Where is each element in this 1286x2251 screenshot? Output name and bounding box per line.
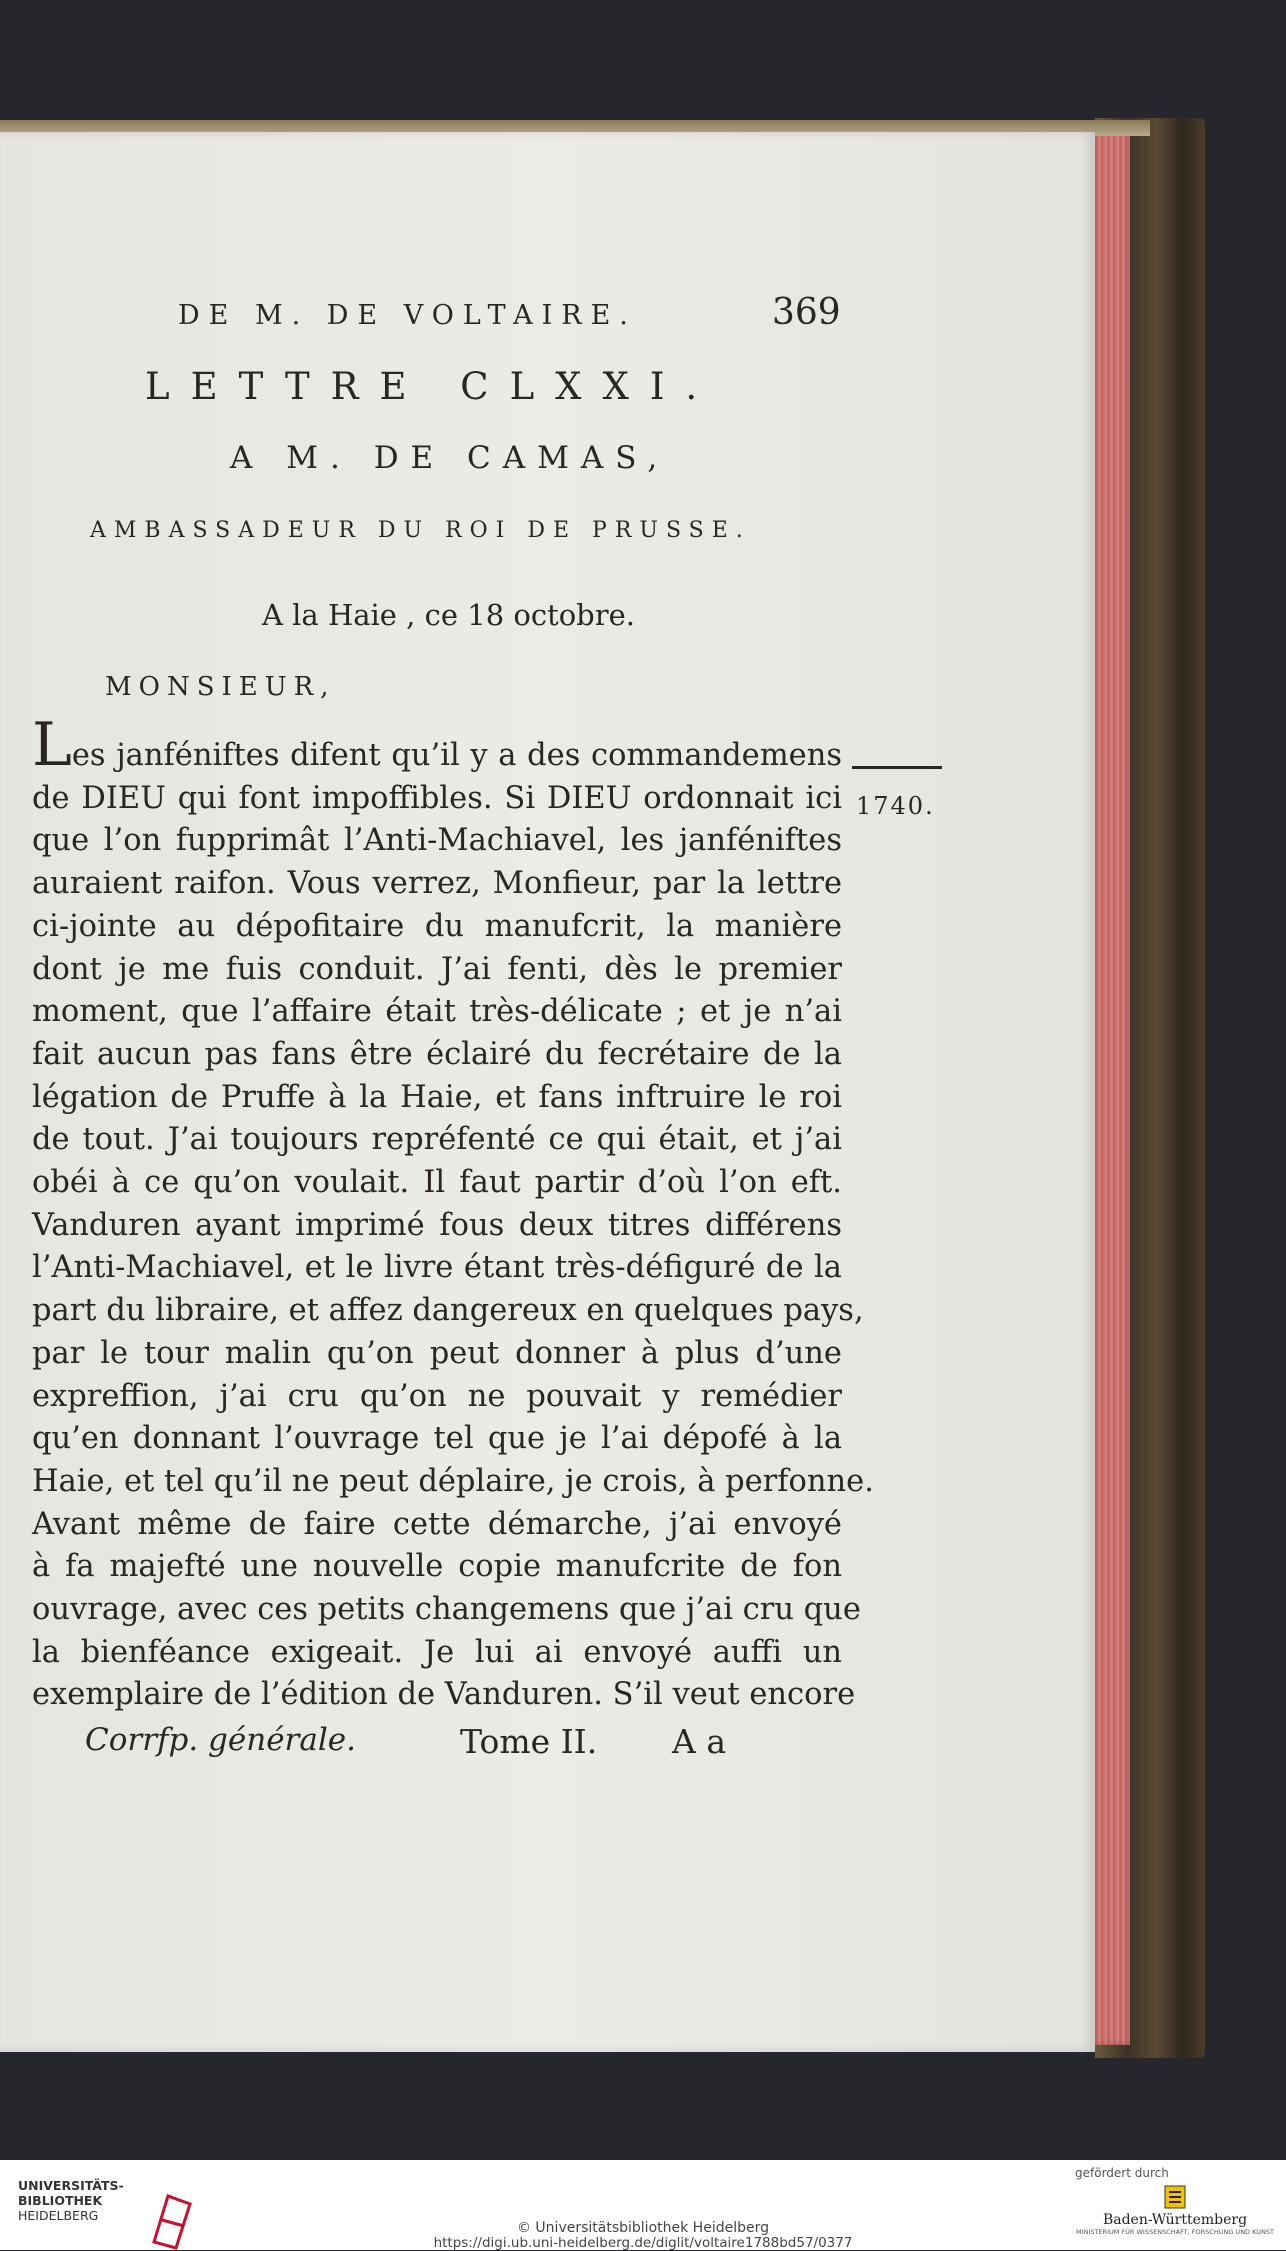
- body-line: Vanduren ayant imprimé fous deux titres différens: [32, 1207, 842, 1243]
- library-name-line: BIBLIOTHEK: [18, 2193, 103, 2208]
- signature-volume: Tome II.: [460, 1722, 598, 1761]
- library-logo[interactable]: [18, 2178, 198, 2223]
- body-line: l’Anti-Machiavel, et le livre étant très-défiguré de la: [32, 1250, 842, 1286]
- body-line: part du libraire, et affez dangereux en quelques pays,: [32, 1293, 864, 1329]
- body-line: Avant même de faire cette démarche, j’ai envoyé: [32, 1506, 842, 1542]
- state-logo[interactable]: [1075, 2184, 1275, 2236]
- page-number: 369: [772, 292, 841, 333]
- signature-left: Corrfp. générale.: [85, 1722, 356, 1758]
- salutation: MONSIEUR,: [105, 672, 336, 702]
- body-line: de DIEU qui font impoffibles. Si DIEU ordonnait ici: [32, 780, 842, 816]
- body-line: auraient raifon. Vous verrez, Monfieur, par la lettre: [32, 866, 842, 902]
- body-line: Les janféniftes difent qu’il y a des commandemens: [32, 710, 842, 780]
- library-name-line: HEIDELBERG: [18, 2208, 99, 2223]
- addressee: A M. DE CAMAS,: [230, 440, 670, 476]
- body-line: de tout. J’ai toujours repréfenté ce qui était, et j’ai: [32, 1122, 842, 1158]
- margin-rule: [852, 766, 942, 769]
- copyright-notice: © Universitätsbibliothek Heidelberg: [516, 2220, 769, 2236]
- permalink-url[interactable]: https://digi.ub.uni-heidelberg.de/diglit/voltaire1788bd57/0377: [433, 2235, 853, 2251]
- addressee-role: AMBASSADEUR DU ROI DE PRUSSE.: [90, 518, 751, 543]
- body-line: dont je me fuis conduit. J’ai fenti, dès le premier: [32, 951, 842, 987]
- body-line: exemplaire de l’édition de Vanduren. S’il veut encore: [32, 1677, 856, 1713]
- body-line: légation de Pruffe à la Haie, et fans inftruire le roi: [32, 1079, 842, 1115]
- letter-title: LETTRE CLXXI.: [145, 365, 719, 408]
- state-name: Baden-Württemberg: [1102, 2212, 1248, 2228]
- body-line: ouvrage, avec ces petits changemens que j’ai cru que: [32, 1592, 861, 1628]
- body-line: moment, que l’affaire était très-délicate ; et je n’ai: [32, 994, 842, 1030]
- body-line: à fa majefté une nouvelle copie manufcrite de fon: [32, 1549, 842, 1585]
- running-head: DE M. DE VOLTAIRE.: [178, 300, 637, 331]
- body-line: obéi à ce qu’on voulait. Il faut partir d’où l’on eft.: [32, 1165, 842, 1201]
- body-line: la bienféance exigeait. Je lui ai envoyé auffi un: [32, 1634, 842, 1670]
- library-name-line: UNIVERSITÄTS-: [18, 2178, 124, 2193]
- body-line: qu’en donnant l’ouvrage tel que je l’ai dépofé à la: [32, 1421, 842, 1457]
- body-line: que l’on fupprimât l’Anti-Machiavel, les janféniftes: [32, 823, 842, 859]
- body-line: ci-jointe au dépofitaire du manufcrit, la manière: [32, 908, 842, 944]
- state-crest-icon: [1157, 2184, 1193, 2212]
- sponsor-label: gefördert durch: [1075, 2166, 1169, 2180]
- ministry-name: MINISTERIUM FÜR WISSENSCHAFT, FORSCHUNG UND KUNST: [1076, 2228, 1274, 2236]
- body-line: fait aucun pas fans être éclairé du fecrétaire de la: [32, 1036, 842, 1072]
- letter-body: [32, 710, 874, 1717]
- signature-mark: A a: [672, 1722, 726, 1761]
- body-line: expreffion, j’ai cru qu’on ne pouvait y remédier: [32, 1378, 842, 1414]
- viewer-footer: [0, 2160, 1286, 2250]
- body-line: par le tour malin qu’on peut donner à plus d’une: [32, 1335, 842, 1371]
- margin-year: 1740.: [856, 792, 935, 820]
- body-line: Haie, et tel qu’il ne peut déplaire, je crois, à perfonne.: [32, 1463, 874, 1499]
- place-date: A la Haie , ce 18 octobre.: [262, 598, 635, 632]
